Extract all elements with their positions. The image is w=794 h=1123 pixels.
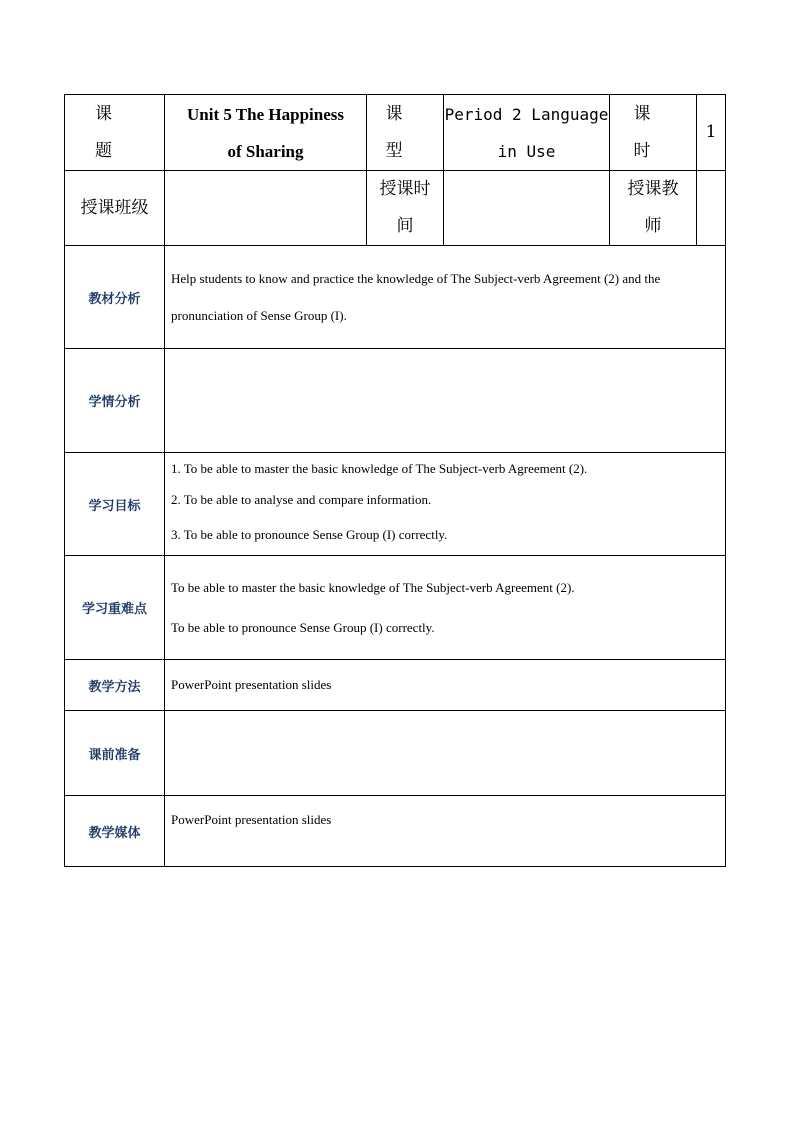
row-content: [165, 660, 726, 711]
type-value-line1: Period 2 Language: [444, 104, 609, 124]
content-line: To be able to master the basic knowledge of The Subject-verb Agreement (2).: [171, 579, 575, 595]
row-label: 课前准备: [65, 711, 165, 796]
content-line: Help students to know and practice the knowledge of The Subject-verb Agreement (2) and the: [171, 271, 661, 286]
row-student-analysis: [65, 349, 726, 453]
content-line: PowerPoint presentation slides: [171, 677, 332, 692]
teacher-value: [697, 171, 726, 246]
row-learning-objectives: [65, 453, 726, 556]
topic-value-line2: of Sharing: [227, 141, 304, 161]
type-value: [444, 95, 610, 171]
time-label-line2: 间: [396, 216, 414, 236]
row-preparation: [65, 711, 726, 796]
row-label: 学习目标: [65, 453, 165, 556]
type-label: 课 型: [367, 95, 444, 171]
row-key-difficulties: [65, 556, 726, 660]
teacher-label-line1: 授课教: [627, 179, 679, 199]
row-content: [165, 349, 726, 453]
row-material-analysis: [65, 246, 726, 349]
content-line: pronunciation of Sense Group (I).: [171, 308, 347, 323]
content-line: 2. To be able to analyse and compare information.: [171, 492, 432, 507]
content-line: 1. To be able to master the basic knowledge of The Subject-verb Agreement (2).: [171, 461, 588, 476]
row-label: 教学媒体: [65, 796, 165, 867]
content-line: To be able to pronounce Sense Group (I) correctly.: [171, 619, 435, 635]
time-label-line1: 授课时: [379, 179, 431, 199]
time-label: [367, 171, 444, 246]
row-teaching-media: [65, 796, 726, 867]
hours-value: 1: [697, 95, 726, 171]
class-value: [165, 171, 367, 246]
topic-value: [165, 95, 367, 171]
header-row-2: [65, 171, 726, 246]
time-value: [444, 171, 610, 246]
topic-value-line1: Unit 5 The Happiness: [187, 104, 344, 124]
row-teaching-methods: [65, 660, 726, 711]
row-label: 学情分析: [65, 349, 165, 453]
teacher-label: [610, 171, 697, 246]
row-content: [165, 246, 726, 349]
header-row-1: [65, 95, 726, 171]
class-label: 授课班级: [65, 171, 165, 246]
content-line: PowerPoint presentation slides: [171, 812, 332, 827]
row-content: [165, 453, 726, 556]
row-label: 教材分析: [65, 246, 165, 349]
topic-label: 课 题: [65, 95, 165, 171]
type-value-line2: in Use: [497, 141, 556, 161]
hours-label: 课 时: [610, 95, 697, 171]
row-label: 教学方法: [65, 660, 165, 711]
lesson-plan-table: [64, 94, 726, 867]
content-line: 3. To be able to pronounce Sense Group (I) correctly.: [171, 527, 448, 542]
row-content: [165, 796, 726, 867]
row-content: [165, 556, 726, 660]
teacher-label-line2: 师: [644, 216, 662, 236]
row-content: [165, 711, 726, 796]
row-label: 学习重难点: [65, 556, 165, 660]
